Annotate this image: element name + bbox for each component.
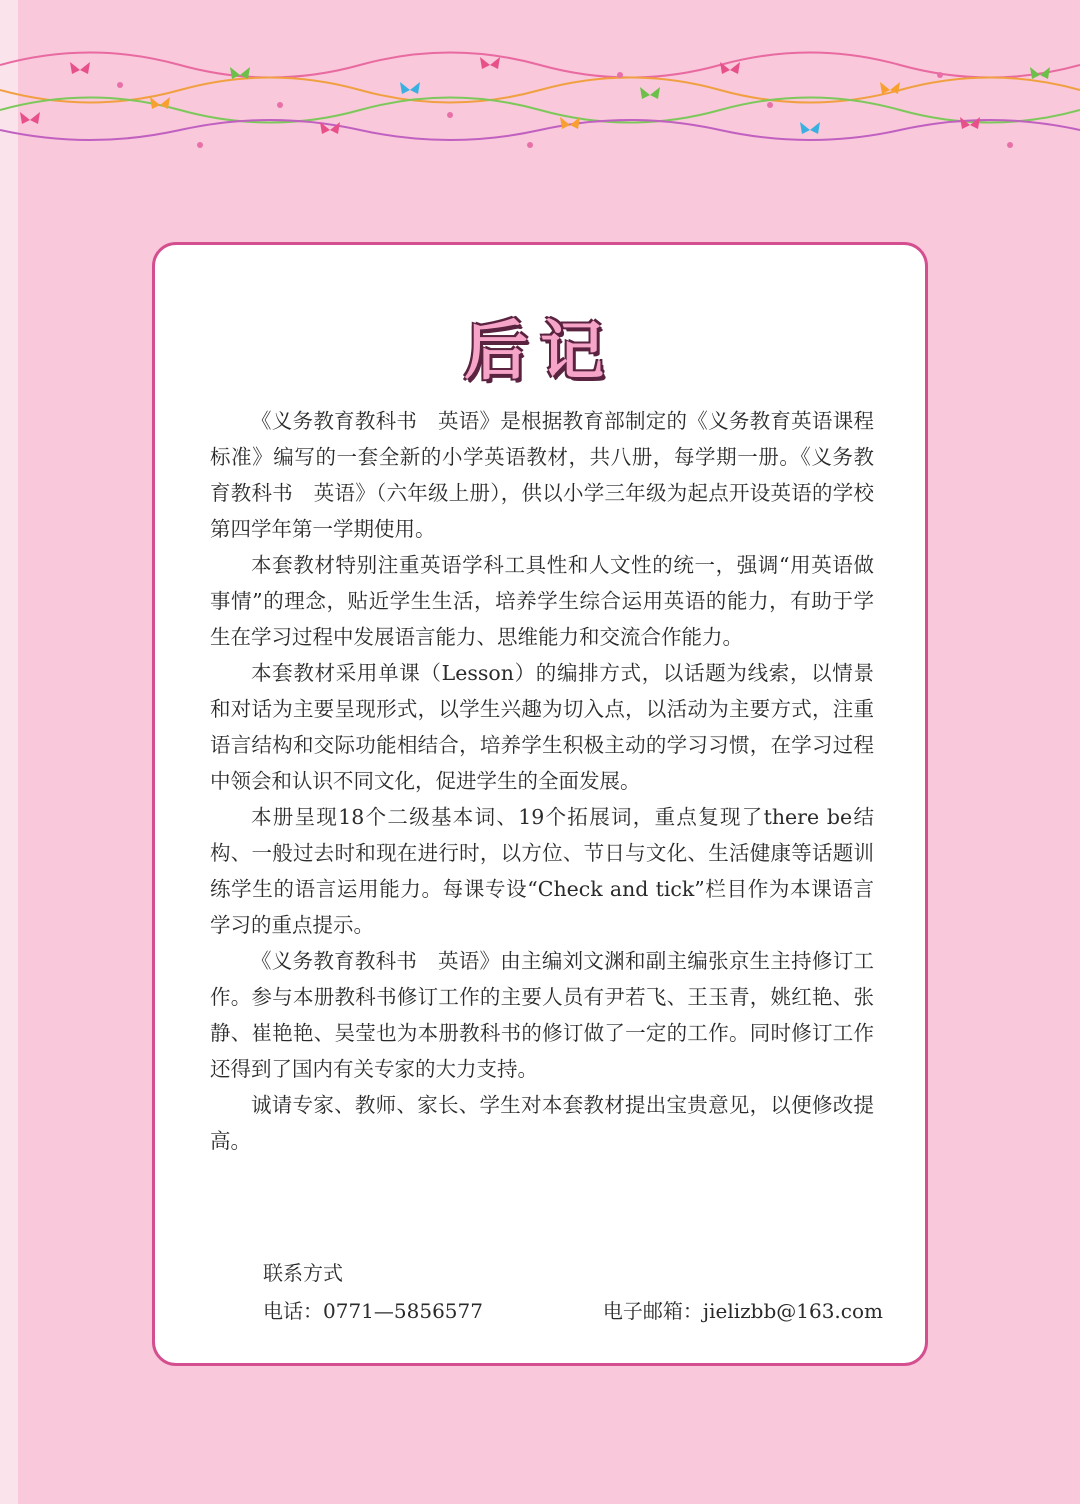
paragraph: 《义务教育教科书 英语》是根据教育部制定的《义务教育英语课程标准》编写的一套全新的小学英语教材，共八册，每学期一册。《义务教育教科书 英语》（六年级上册），供以小学三年级为起点开设英语的学校第四学年第一学期使用。 — [210, 409, 874, 541]
paragraph: 诚请专家、教师、家长、学生对本套教材提出宝贵意见，以便修改提高。 — [210, 1093, 874, 1153]
contact-heading: 联系方式 — [263, 1261, 343, 1285]
paragraph: 《义务教育教科书 英语》由主编刘文渊和副主编张京生主持修订工作。参与本册教科书修订工作的主要人员有尹若飞、王玉青，姚红艳、张静、崔艳艳、吴莹也为本册教科书的修订做了一定的工作。同时修订工作还得到了国内有关专家的大力支持。 — [210, 949, 874, 1081]
page-title: 后记 — [464, 315, 616, 389]
butterfly-icons — [20, 57, 1050, 134]
email-address: 电子邮箱：jielizbb@163.com — [602, 1299, 883, 1323]
phone-number: 电话：0771—5856577 — [263, 1299, 483, 1323]
afterword-body — [210, 403, 874, 1159]
page-edge-strip — [0, 0, 18, 1504]
butterfly-border-decoration — [0, 35, 1080, 160]
contact-info — [263, 1254, 883, 1330]
paragraph: 本册呈现18个二级基本词、19个拓展词，重点复现了there be结构、一般过去时和现在进行时，以方位、节日与文化、生活健康等话题训练学生的语言运用能力。每课专设“Check and tick”栏目作为本课语言学习的重点提示。 — [210, 805, 874, 937]
paragraph: 本套教材特别注重英语学科工具性和人文性的统一，强调“用英语做事情”的理念，贴近学生生活，培养学生综合运用英语的能力，有助于学生在学习过程中发展语言能力、思维能力和交流合作能力。 — [210, 553, 874, 649]
paragraph: 本套教材采用单课（Lesson）的编排方式，以话题为线索，以情景和对话为主要呈现形式，以学生兴趣为切入点，以活动为主要方式，注重语言结构和交际功能相结合，培养学生积极主动的学习习惯，在学习过程中领会和认识不同文化，促进学生的全面发展。 — [210, 661, 874, 793]
